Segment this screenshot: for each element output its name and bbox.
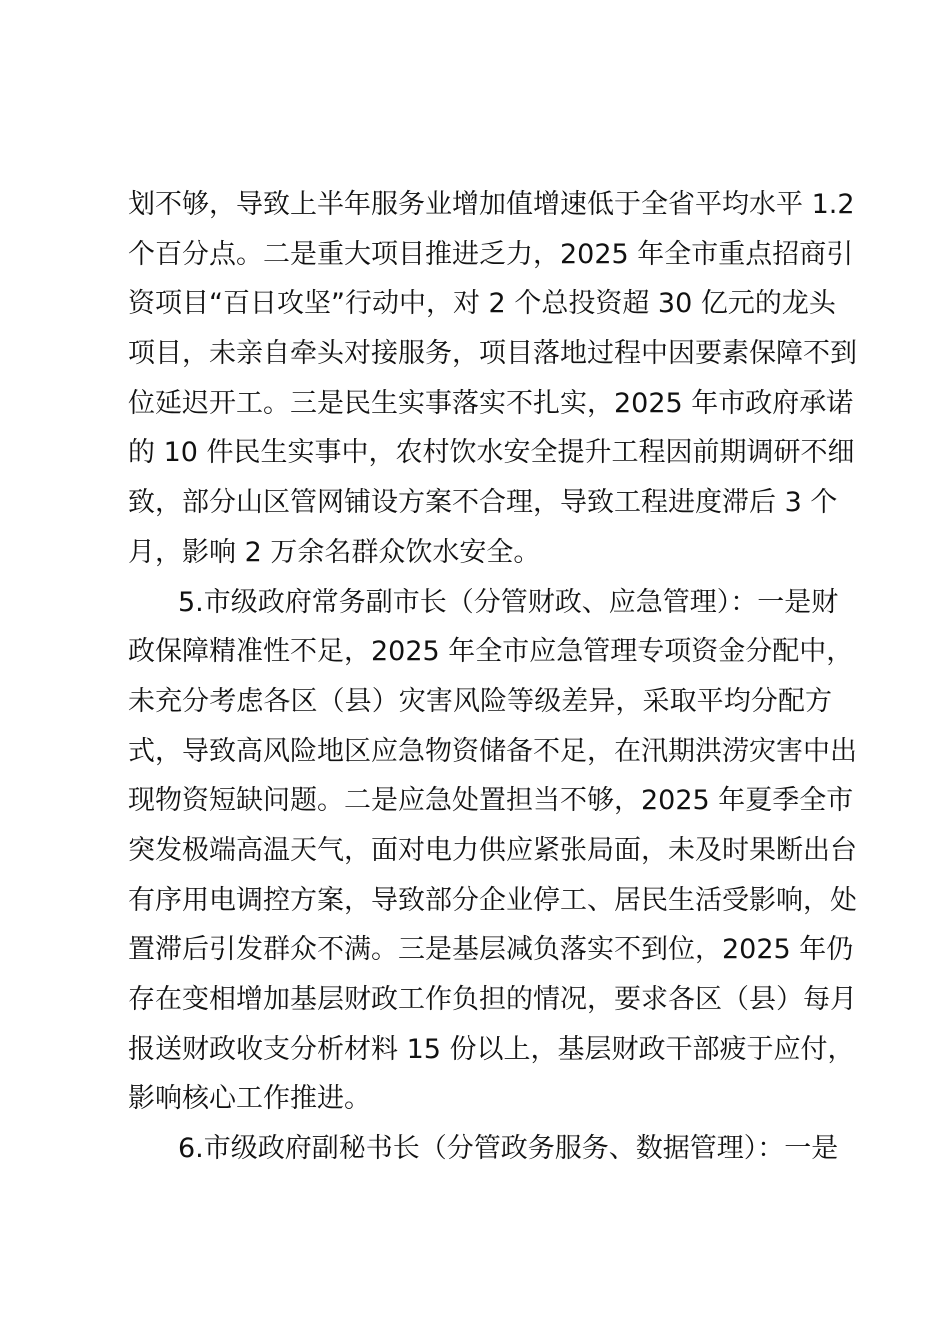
paragraph xyxy=(128,578,857,1125)
text-line: 划不够，导致上半年服务业增加值增速低于全省平均水平 1.2 xyxy=(128,189,855,220)
text-line: 个百分点。二是重大项目推进乏力，2025 年全市重点招商引 xyxy=(128,238,854,270)
text-line: 5.市级政府常务副市长（分管财政、应急管理）：一是财 xyxy=(178,586,839,618)
text-line: 现物资短缺问题。二是应急处置担当不够，2025 年夏季全市 xyxy=(128,785,854,817)
paragraph xyxy=(128,180,857,578)
text-line: 项目，未亲自牵头对接服务，项目落地过程中因要素保障不到 xyxy=(128,338,857,370)
text-line: 有序用电调控方案，导致部分企业停工、居民生活受影响，处 xyxy=(128,884,857,916)
text-line: 置滞后引发群众不满。三是基层减负落实不到位，2025 年仍 xyxy=(128,934,854,966)
text-line: 未充分考虑各区（县）灾害风险等级差异，采取平均分配方 xyxy=(128,685,832,717)
text-line: 存在变相增加基层财政工作负担的情况，要求各区（县）每月 xyxy=(128,984,857,1015)
text-line: 政保障精准性不足，2025 年全市应急管理专项资金分配中， xyxy=(128,636,854,668)
text-line: 6.市级政府副秘书长（分管政务服务、数据管理）：一是 xyxy=(178,1133,839,1165)
text-line: 报送财政收支分析材料 15 份以上，基层财政干部疲于应付， xyxy=(128,1033,855,1065)
text-line: 式，导致高风险地区应急物资储备不足，在汛期洪涝灾害中出 xyxy=(128,735,857,767)
paragraph xyxy=(128,1124,839,1174)
text-line: 资项目“百日攻坚”行动中，对 2 个总投资超 30 亿元的龙头 xyxy=(128,288,836,320)
document-body xyxy=(128,180,857,1174)
text-line: 突发极端高温天气，面对电力供应紧张局面，未及时果断出台 xyxy=(128,834,857,866)
text-line: 月，影响 2 万余名群众饮水安全。 xyxy=(128,536,541,568)
text-line: 影响核心工作推进。 xyxy=(128,1083,371,1115)
text-line: 致，部分山区管网铺设方案不合理，导致工程进度滞后 3 个 xyxy=(128,487,838,519)
text-line: 位延迟开工。三是民生实事落实不扎实，2025 年市政府承诺 xyxy=(128,387,854,419)
text-line: 的 10 件民生实事中，农村饮水安全提升工程因前期调研不细 xyxy=(128,437,855,469)
